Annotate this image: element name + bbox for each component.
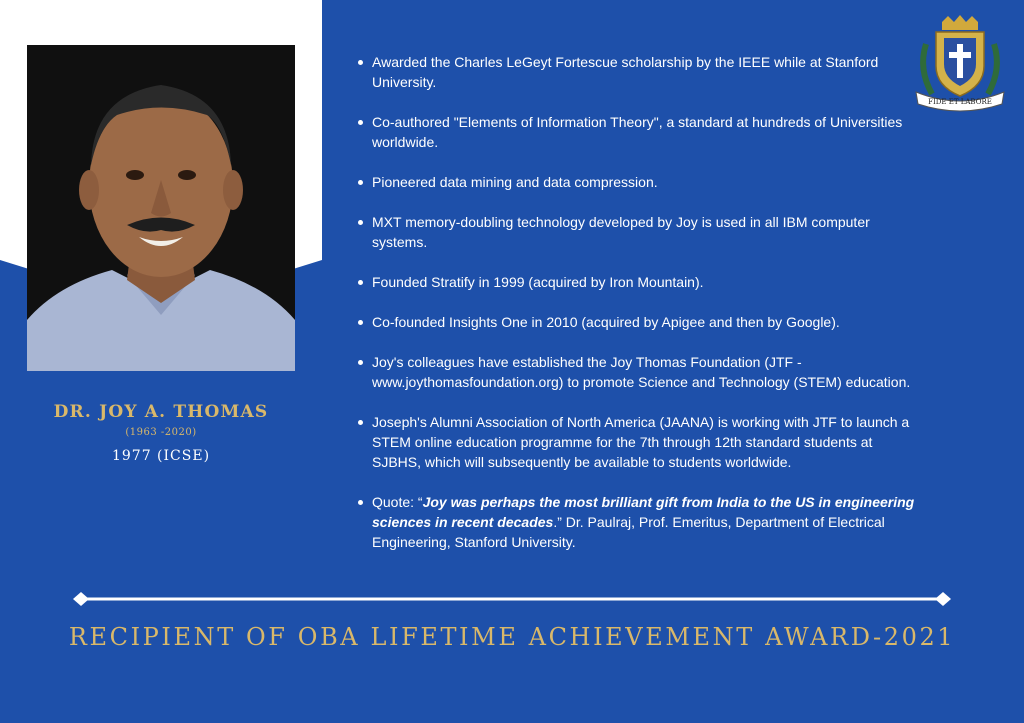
crest-motto: FIDE ET LABORE <box>928 98 992 106</box>
achievement-item: MXT memory-doubling technology developed by Joy is used in all IBM computer systems. <box>356 212 921 252</box>
quote-prefix: Quote: “ <box>372 494 423 510</box>
school-crest-icon <box>912 14 1008 114</box>
achievement-item: Founded Stratify in 1999 (acquired by Iron Mountain). <box>356 272 921 292</box>
portrait-illustration <box>27 45 295 371</box>
achievement-item: Pioneered data mining and data compression. <box>356 172 921 192</box>
award-title: RECIPIENT OF OBA LIFETIME ACHIEVEMENT AWARD-2021 <box>68 623 956 651</box>
achievements-list <box>356 52 921 552</box>
quote-item <box>356 492 921 552</box>
achievement-item: Co-authored "Elements of Information Theory", a standard at hundreds of Universities worldwide. <box>356 112 921 152</box>
achievement-item: Co-founded Insights One in 2010 (acquired by Apigee and then by Google). <box>356 312 921 332</box>
quote-attribution: .” Dr. Paulraj, Prof. Emeritus, Department of Electrical Engineering, Stanford University. <box>372 514 885 550</box>
decorative-divider <box>72 591 952 607</box>
achievement-item: Awarded the Charles LeGeyt Fortescue scholarship by the IEEE while at Stanford University. <box>356 52 921 92</box>
person-name: DR. JOY A. THOMAS <box>53 402 269 422</box>
achievement-item: Joy's colleagues have established the Joy Thomas Foundation (JTF - www.joythomasfoundation.org) to promote Science and Technology (STEM) education. <box>356 352 921 392</box>
life-years: (1963 -2020) <box>125 427 197 438</box>
batch-year: 1977 (ICSE) <box>111 448 211 464</box>
quote-text: Joy was perhaps the most brilliant gift from India to the US in engineering sciences in recent decades <box>372 494 915 530</box>
achievement-item: Joseph's Alumni Association of North America (JAANA) is working with JTF to launch a STEM online education programme for the 7th through 12th standard students at SJBHS, which will subsequently be available to students worldwide. <box>356 412 921 472</box>
portrait-photo <box>27 45 295 371</box>
